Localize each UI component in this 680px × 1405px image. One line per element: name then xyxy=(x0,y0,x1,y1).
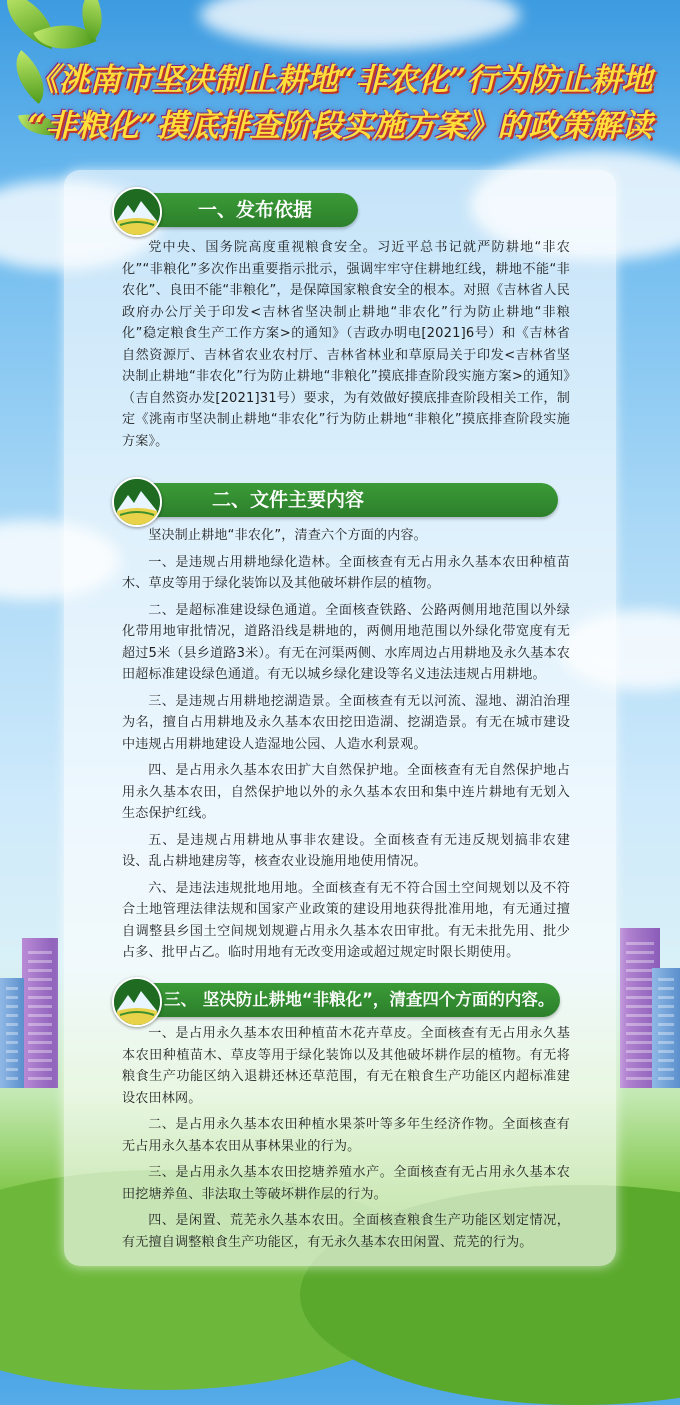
paragraph: 四、是闲置、荒芜永久基本农田。全面核查粮食生产功能区划定情况，有无擅自调整粮食生产功能区，有无永久基本农田闲置、荒芜的行为。 xyxy=(122,1213,570,1250)
mountain-emblem-icon xyxy=(112,187,162,237)
section-body-non-grain xyxy=(122,1023,570,1258)
section-heading-non-grain xyxy=(120,983,560,1017)
section-heading-text: 一、发布依据 xyxy=(198,199,313,221)
mountain-emblem-icon xyxy=(112,477,162,527)
section-heading-text: 二、文件主要内容 xyxy=(212,489,365,511)
paragraph: 一、是占用永久基本农田种植苗木花卉草皮。全面核查有无占用永久基本农田种植苗木、草皮等用于绿化装饰以及其他破坏耕作层的植物。有无将粮食生产功能区纳入退耕还林还草范围，有无在粮食生产功能区内超标准建设农田林网。 xyxy=(122,1026,570,1106)
paragraph: 三、是违规占用耕地挖湖造景。全面核查有无以河流、湿地、湖泊治理为名，擅自占用耕地及永久基本农田挖田造湖、挖湖造景。有无在城市建设中违规占用耕地建设人造湿地公园、人造水利景观。 xyxy=(122,693,570,752)
paragraph: 二、是超标准建设绿色通道。全面核查铁路、公路两侧用地范围以外绿化带用地审批情况，道路沿线是耕地的，两侧用地范围以外绿化带宽度有无超过5米（县乡道路3米）。有无在河渠两侧、水库周边占用耕地及永久基本农田超标准建设绿色通道。有无以城乡绿化建设等名义违法违规占用耕地。 xyxy=(122,602,570,682)
paragraph: 党中央、国务院高度重视粮食安全。习近平总书记就严防耕地“非农化”“非粮化”多次作出重要指示批示，强调牢牢守住耕地红线，耕地不能“非农化”、良田不能“非粮化”，是保障国家粮食安全的根本。对照《吉林省人民政府办公厅关于印发<吉林省坚决制止耕地“非农化”行为防止耕地“非粮化”稳定粮食生产工作方案>的通知》（吉政办明电[2021]6号）和《吉林省自然资源厅、吉林省农业农村厅、吉林省林业和草原局关于印发<吉林省坚决制止耕地“非农化”行为防止耕地“非粮化”摸底排查阶段实施方案>的通知》（吉自然资办发[2021]31号）要求，为有效做好摸底排查阶段相关工作，制定《洮南市坚决制止耕地“非农化”行为防止耕地“非粮化”摸底排查阶段实施方案》。 xyxy=(122,240,570,449)
building-decoration xyxy=(652,968,680,1088)
section-heading-text: 三、 坚决防止耕地“非粮化”，清查四个方面的内容。 xyxy=(164,990,555,1009)
cloud xyxy=(200,0,520,50)
section-body-content xyxy=(122,525,570,969)
section-heading-content xyxy=(120,483,558,517)
mountain-emblem-icon xyxy=(112,977,162,1027)
building-decoration xyxy=(22,938,58,1088)
paragraph: 二、是占用永久基本农田种植水果茶叶等多年生经济作物。全面核查有无占用永久基本农田从事林果业的行为。 xyxy=(122,1117,570,1154)
paragraph: 五、是违规占用耕地从事非农建设。全面核查有无违反规划搞非农建设、乱占耕地建房等，核查农业设施用地使用情况。 xyxy=(122,832,570,869)
section-body-basis xyxy=(122,237,570,457)
paragraph: 坚决制止耕地“非农化”，清查六个方面的内容。 xyxy=(148,528,427,543)
paragraph: 一、是违规占用耕地绿化造林。全面核查有无占用永久基本农田种植苗木、草皮等用于绿化装饰以及其他破坏耕作层的植物。 xyxy=(122,554,570,591)
section-heading-basis xyxy=(120,193,358,227)
paragraph: 四、是占用永久基本农田扩大自然保护地。全面核查有无自然保护地占用永久基本农田，自然保护地以外的永久基本农田和集中连片耕地有无划入生态保护红线。 xyxy=(122,763,570,821)
page-title-line-1: 《洮南市坚决制止耕地“非农化”行为防止耕地 xyxy=(27,62,653,98)
paragraph: 六、是违法违规批地用地。全面核查有无不符合国土空间规划以及不符合土地管理法律法规和国家产业政策的建设用地获得批准用地，有无通过擅自调整县乡国土空间规划规避占用永久基本农田审批。有无未批先用、批少占多、批甲占乙。临时用地有无改变用途或超过规定时限长期使用。 xyxy=(122,880,570,960)
page-title-line-2: “非粮化”摸底排查阶段实施方案》的政策解读 xyxy=(27,108,653,144)
building-decoration xyxy=(0,978,24,1088)
paragraph: 三、是占用永久基本农田挖塘养殖水产。全面核查有无占用永久基本农田挖塘养鱼、非法取土等破坏耕作层的行为。 xyxy=(122,1165,570,1202)
